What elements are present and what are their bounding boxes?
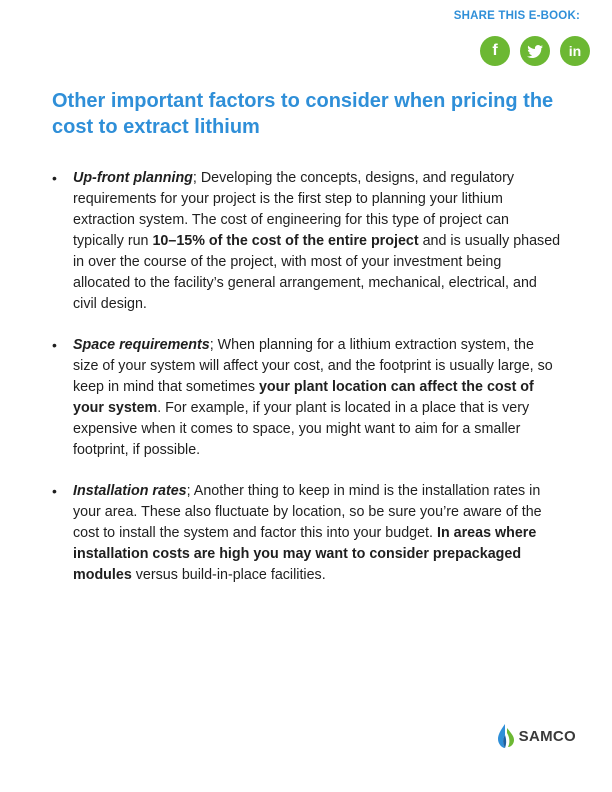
bullet-text: . For example, if your plant is located in a place that is very expensive when it comes to space, you might want to aim for a smaller footprint, if possible. [73,400,530,458]
list-item [52,168,562,315]
bullet-bold-text: In areas where installation costs are high you may want to consider prepackaged modules [73,525,537,583]
bullet-bold-text: 10–15% of the cost of the entire project [152,233,419,249]
list-item [52,481,562,586]
linkedin-icon[interactable]: in [560,36,590,66]
bullet-text: ; Another thing to keep in mind is the installation rates in your area. These also fluctuate by location, so be sure you’re aware of the cost to install the system and factor this into your budget. [73,483,542,541]
share-icons [454,36,590,66]
samco-logo [496,723,576,749]
bullet-term: Space requirements [73,337,210,353]
share-label: SHARE THIS E-BOOK: [453,10,580,22]
bullet-text: and is usually phased in over the course of the project, with most of your investment being allocated to the facility’s general arrangement, mechanical, electrical, and civil design. [73,233,561,312]
samco-logo-text: SAMCO [518,727,576,745]
bullet-term: Installation rates [73,483,187,499]
bullet-text: versus build-in-place facilities. [131,567,326,583]
list-item [52,335,562,461]
share-section [454,10,590,66]
samco-logo-icon [496,723,516,749]
factors-list [52,168,562,606]
bullet-bold-text: your plant location can affect the cost of your system [73,379,534,416]
bullet-text: ; Developing the concepts, designs, and regulatory requirements for your project is the first step to planning your lithium extraction system. The cost of engineering for this type of project can typically run [73,170,514,249]
bullet-term: Up-front planning [73,170,193,186]
bullet-text: ; When planning for a lithium extraction system, the size of your system will affect your cost, and the footprint is usually large, so keep in mind that sometimes [73,337,553,395]
page-title: Other important factors to consider when pricing the cost to extract lithium [52,90,554,138]
twitter-icon[interactable] [520,36,550,66]
facebook-icon[interactable]: f [480,36,510,66]
